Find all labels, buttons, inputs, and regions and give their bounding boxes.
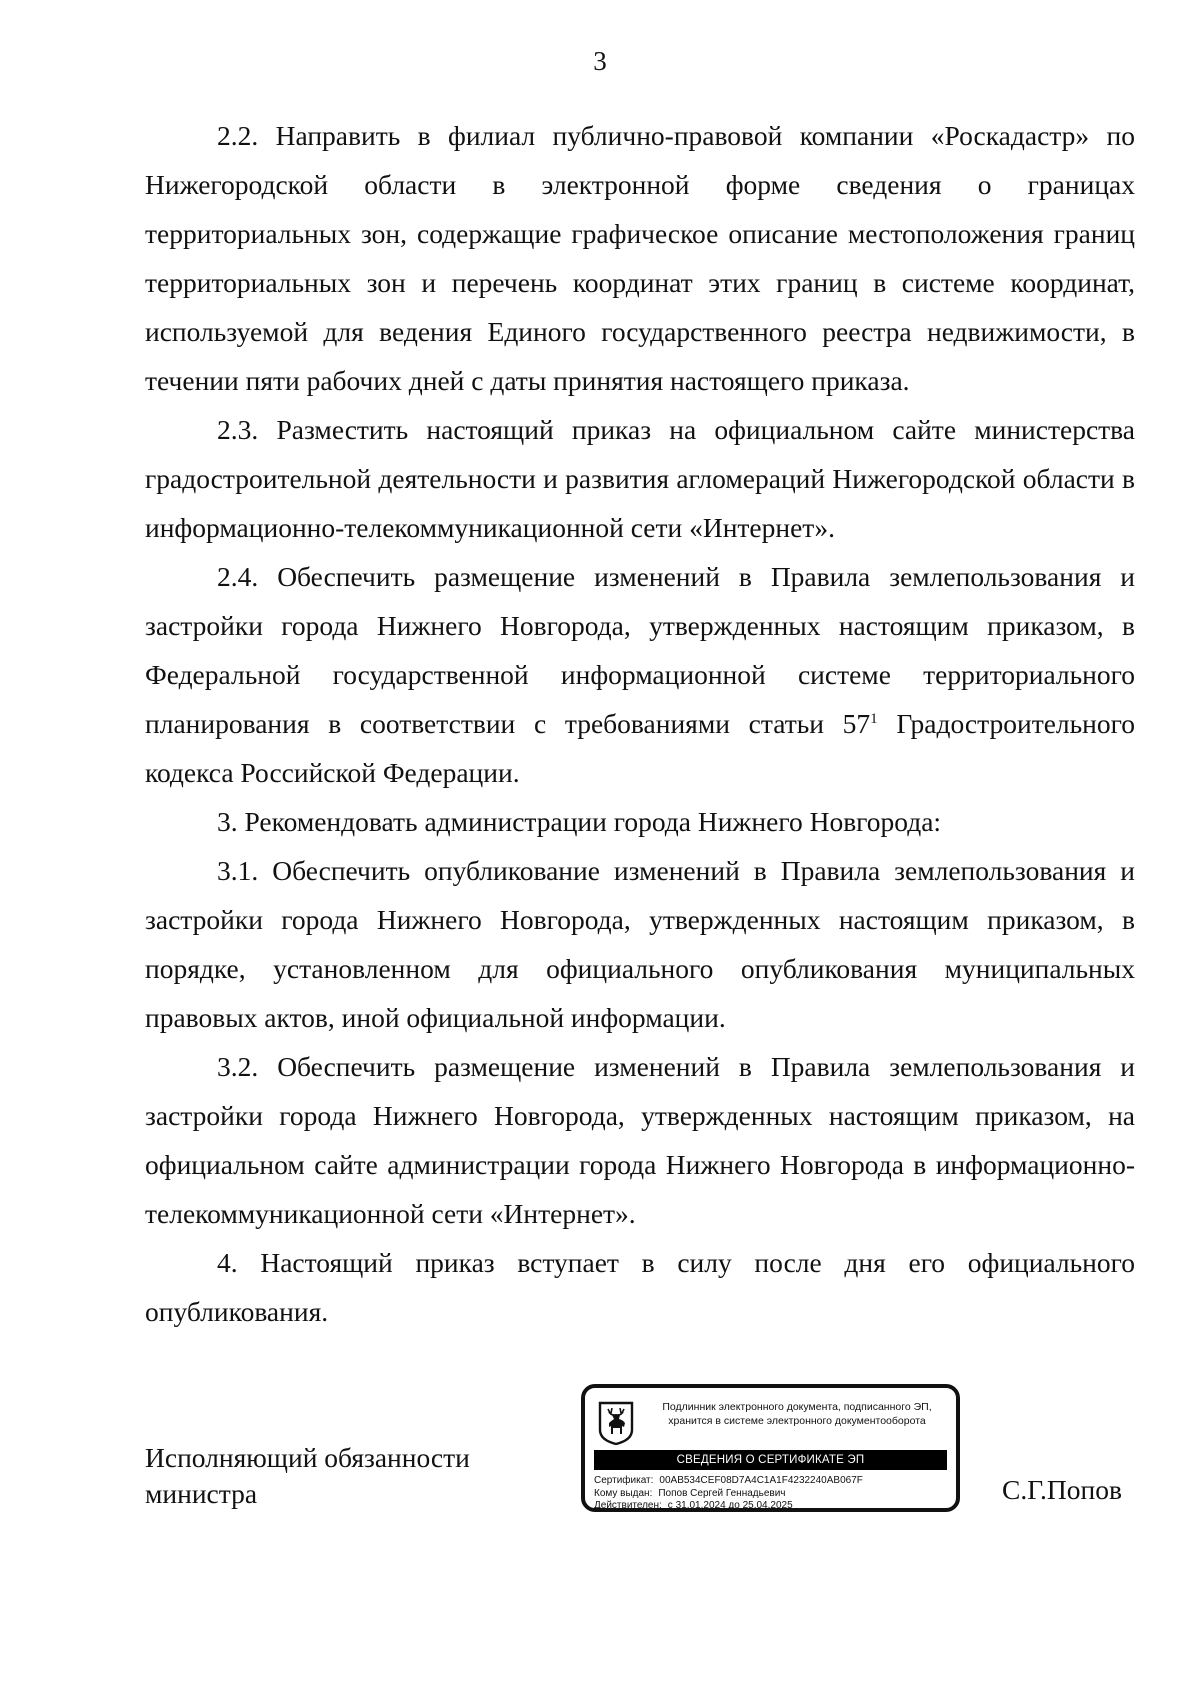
signatory-position <box>145 1440 470 1512</box>
certificate-row <box>594 1475 949 1488</box>
stamp-header-line-2: хранится в системе электронного документооборота <box>668 1415 926 1427</box>
paragraph-4: 4. Настоящий приказ вступает в силу после дня его официального опубликования. <box>145 1247 1135 1327</box>
nizhny-novgorod-deer-emblem-icon <box>597 1400 635 1446</box>
issued-to-row <box>594 1488 949 1501</box>
signatory-name: С.Г.Попов <box>1002 1474 1122 1505</box>
order-body-text <box>145 111 1135 1336</box>
page-number: 3 <box>593 46 607 76</box>
validity-value: с 31.01.2024 до 25.04.2025 <box>667 1500 793 1511</box>
article-superscript: 1 <box>870 711 878 727</box>
paragraph-2-2: 2.2. Направить в филиал публично-правовой компании «Роскадастр» по Нижегородской области в электронной форме сведения о границах территориальных зон, содержащие графическое описание местоположения границ территориальных зон и перечень координат этих границ в системе координат, используемой для ведения Единого государственного реестра недвижимости, в течении пяти рабочих дней с даты принятия настоящего приказа. <box>145 120 1135 396</box>
paragraph-3-2: 3.2. Обеспечить размещение изменений в Правила землепользования и застройки города Нижнего Новгорода, утвержденных настоящим приказом, на официальном сайте администрации города Нижнего Новгорода в информационно-телекоммуникационной сети «Интернет». <box>145 1051 1135 1229</box>
stamp-header <box>647 1400 947 1428</box>
paragraph-3-1: 3.1. Обеспечить опубликование изменений в Правила землепользования и застройки города Нижнего Новгорода, утвержденных настоящим приказом, в порядке, установленном для официального опубликования муниципальных правовых актов, иной официальной информации. <box>145 855 1135 1033</box>
certificate-value: 00AB534CEF08D7A4C1A1F4232240AB067F <box>659 1475 863 1486</box>
certificate-info-title: СВЕДЕНИЯ О СЕРТИФИКАТЕ ЭП <box>594 1450 947 1470</box>
paragraph-2-4 <box>145 552 1135 797</box>
paragraph-2-4-text-end: Градостроительного кодекса Российской Федерации. <box>145 708 1135 788</box>
paragraph-2-3: 2.3. Разместить настоящий приказ на официальном сайте министерства градостроительной деятельности и развития агломераций Нижегородской области в информационно-телекоммуникационной сети «Интернет». <box>145 414 1135 543</box>
stamp-header-line-1: Подлинник электронного документа, подписанного ЭП, <box>662 1401 932 1413</box>
validity-row <box>594 1500 949 1513</box>
certificate-details <box>594 1475 949 1513</box>
signatory-position-line-1: Исполняющий обязанности <box>145 1442 470 1473</box>
validity-label: Действителен: <box>594 1500 662 1511</box>
paragraph-2-4-text-start: 2.4. Обеспечить размещение изменений в Правила землепользования и застройки города Нижнего Новгорода, утвержденных настоящим приказом, в Федеральной государственной информационной системе территориального планирования в соответствии с требованиями статьи 57 <box>145 561 1135 739</box>
issued-to-label: Кому выдан: <box>594 1487 653 1499</box>
signatory-position-line-2: министра <box>145 1478 258 1509</box>
electronic-signature-stamp <box>581 1384 960 1512</box>
certificate-label: Сертификат: <box>594 1475 654 1486</box>
paragraph-3: 3. Рекомендовать администрации города Нижнего Новгорода: <box>217 806 942 837</box>
issued-to-value: Попов Сергей Геннадьевич <box>658 1487 786 1499</box>
